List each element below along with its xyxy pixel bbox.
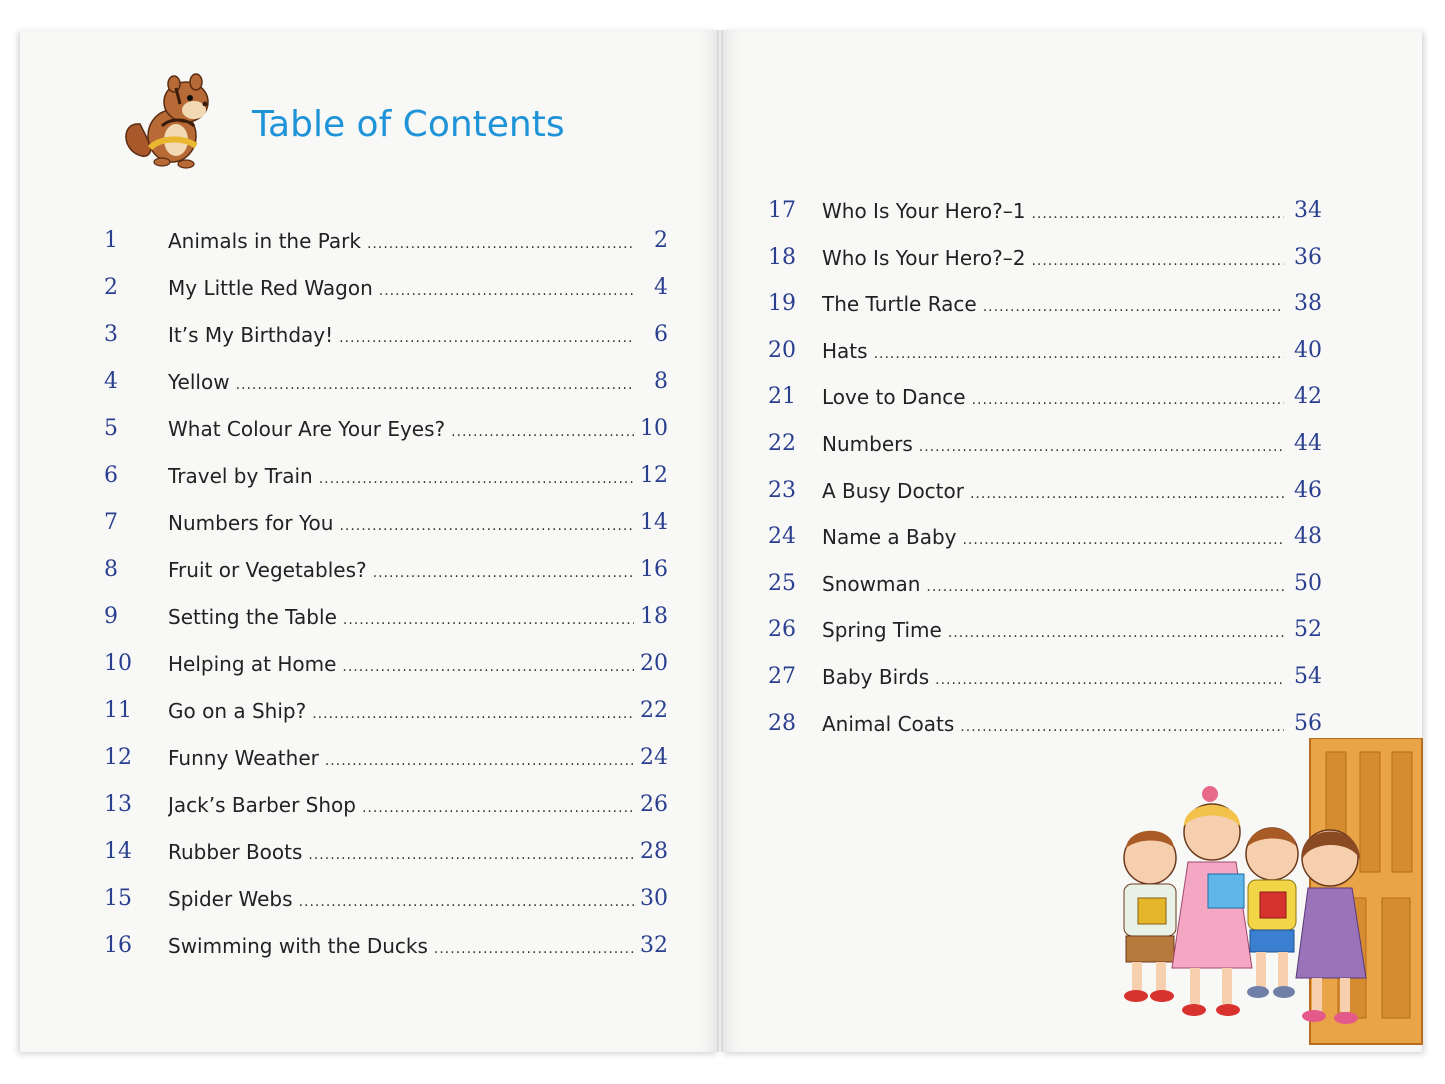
toc-entry-line xyxy=(168,226,634,259)
toc-entry-title: Rubber Boots xyxy=(168,840,303,864)
dot-leader xyxy=(367,229,634,259)
toc-entry-line xyxy=(168,743,634,776)
dot-leader xyxy=(312,699,634,729)
toc-entry-number: 19 xyxy=(768,291,796,317)
toc-entry xyxy=(104,743,668,773)
toc-entry-number: 23 xyxy=(768,477,796,503)
toc-entry xyxy=(768,429,1322,459)
dot-leader xyxy=(948,618,1284,648)
toc-entry-number: 17 xyxy=(768,198,796,223)
dot-leader xyxy=(1031,246,1284,276)
dot-leader xyxy=(299,887,634,917)
toc-entry xyxy=(104,414,668,444)
toc-entry xyxy=(104,508,668,538)
dot-leader xyxy=(325,746,634,776)
toc-entry-line xyxy=(168,931,634,964)
dot-leader xyxy=(972,385,1284,415)
toc-entry-title: Fruit or Vegetables? xyxy=(168,558,367,582)
dot-leader xyxy=(236,370,634,400)
toc-entry-title: Jack’s Barber Shop xyxy=(168,793,356,817)
toc-entry-title: Helping at Home xyxy=(168,652,337,676)
toc-entry-page: 38 xyxy=(1294,291,1322,317)
toc-entry-line xyxy=(168,320,634,353)
toc-entry xyxy=(104,837,668,867)
toc-entry-line xyxy=(168,461,634,494)
toc-entry-number: 16 xyxy=(104,933,132,958)
toc-entry xyxy=(768,662,1322,692)
toc-entry-title: Spider Webs xyxy=(168,887,293,911)
toc-entry xyxy=(104,320,668,350)
dot-leader xyxy=(919,432,1284,462)
toc-entry-number: 27 xyxy=(768,664,796,689)
toc-entry xyxy=(768,196,1322,226)
toc-entry-number: 2 xyxy=(104,275,118,300)
book-spine xyxy=(717,30,723,1052)
toc-entry-page: 46 xyxy=(1294,477,1322,503)
toc-entry-number: 14 xyxy=(104,839,132,864)
toc-entry-page: 14 xyxy=(640,510,668,535)
toc-entry-title: Spring Time xyxy=(822,618,942,643)
toc-entry-page: 2 xyxy=(654,228,668,253)
dot-leader xyxy=(451,417,634,447)
dot-leader xyxy=(1031,199,1284,229)
toc-entry-title: It’s My Birthday! xyxy=(168,323,334,347)
toc-entry-title: Love to Dance xyxy=(822,385,966,410)
toc-entry-number: 25 xyxy=(768,570,796,596)
toc-entry-number: 28 xyxy=(768,710,796,736)
toc-entry-page: 20 xyxy=(640,651,668,676)
toc-entry-page: 8 xyxy=(654,369,668,394)
toc-entry-number: 6 xyxy=(104,463,118,488)
dot-leader xyxy=(342,652,634,682)
toc-entry-line xyxy=(168,884,634,917)
toc-entry-page: 22 xyxy=(640,698,668,723)
toc-entry-line xyxy=(822,662,1284,695)
toc-entry xyxy=(768,569,1322,599)
toc-entry-title: Numbers for You xyxy=(168,511,334,535)
dot-leader xyxy=(339,511,634,541)
toc-entry-page: 6 xyxy=(654,322,668,347)
dot-leader xyxy=(319,464,634,494)
toc-entry-page: 40 xyxy=(1294,337,1322,363)
toc-entry-title: Who Is Your Hero?–2 xyxy=(822,245,1026,270)
dot-leader xyxy=(373,558,634,588)
toc-entry-number: 21 xyxy=(768,384,796,410)
toc-entry-number: 9 xyxy=(104,604,118,629)
toc-entry-line xyxy=(168,414,634,447)
toc-entry-number: 3 xyxy=(104,322,118,347)
toc-entry-page: 36 xyxy=(1294,244,1322,270)
dot-leader xyxy=(339,323,634,353)
toc-entry-number: 4 xyxy=(104,369,118,394)
toc-entry-line xyxy=(822,476,1284,509)
toc-entry xyxy=(768,382,1322,412)
toc-entry-number: 20 xyxy=(768,337,796,363)
dot-leader xyxy=(962,525,1284,555)
toc-entry-page: 52 xyxy=(1294,617,1322,643)
toc-entry-title: Who Is Your Hero?–1 xyxy=(822,199,1026,223)
toc-entry-title: Swimming with the Ducks xyxy=(168,934,428,958)
toc-entry xyxy=(104,649,668,679)
toc-entry-page: 54 xyxy=(1294,664,1322,689)
toc-entry xyxy=(768,709,1322,739)
toc-entry-number: 22 xyxy=(768,431,796,456)
toc-entry-title: Yellow xyxy=(168,370,230,394)
chipmunk-illustration xyxy=(110,52,220,170)
toc-entry-line xyxy=(822,243,1284,276)
toc-entry-line xyxy=(168,602,634,635)
toc-entry-title: A Busy Doctor xyxy=(822,478,964,503)
toc-entry-line xyxy=(168,367,634,400)
toc-entry-title: What Colour Are Your Eyes? xyxy=(168,417,446,441)
toc-entry xyxy=(104,367,668,397)
dot-leader xyxy=(343,605,634,635)
toc-entry-title: Hats xyxy=(822,338,868,363)
toc-entry-page: 28 xyxy=(640,839,668,864)
toc-entry xyxy=(768,476,1322,506)
toc-entry-title: Snowman xyxy=(822,571,921,596)
toc-entry xyxy=(104,555,668,585)
toc-entry-title: Go on a Ship? xyxy=(168,699,307,723)
toc-entry-line xyxy=(822,709,1284,742)
toc-entry-page: 10 xyxy=(640,416,668,441)
toc-entry-line xyxy=(822,429,1284,462)
toc-entry-page: 48 xyxy=(1294,524,1322,550)
toc-entry-page: 34 xyxy=(1294,198,1322,223)
toc-entry-number: 8 xyxy=(104,557,118,582)
toc-entry-page: 26 xyxy=(640,792,668,817)
toc-entry-number: 13 xyxy=(104,792,132,817)
toc-entry-line xyxy=(822,569,1284,602)
toc-entry xyxy=(104,884,668,914)
toc-entry-line xyxy=(822,522,1284,555)
toc-entry-line xyxy=(168,649,634,682)
toc-entry-page: 44 xyxy=(1294,431,1322,456)
toc-entry-number: 12 xyxy=(104,745,132,770)
toc-entry-line xyxy=(822,382,1284,415)
toc-entry xyxy=(104,602,668,632)
toc-entry-page: 24 xyxy=(640,745,668,770)
toc-entry-title: Animals in the Park xyxy=(168,229,361,253)
toc-entry-page: 16 xyxy=(640,557,668,582)
dot-leader xyxy=(434,934,634,964)
toc-entry-line xyxy=(822,289,1284,322)
toc-entry xyxy=(768,289,1322,319)
toc-entry-title: Name a Baby xyxy=(822,525,957,550)
toc-entry-title: Setting the Table xyxy=(168,605,337,629)
page-title: Table of Contents xyxy=(252,104,565,145)
toc-entry-line xyxy=(168,273,634,306)
toc-entry xyxy=(104,273,668,303)
toc-entry-line xyxy=(822,615,1284,648)
toc-entry-title: My Little Red Wagon xyxy=(168,276,373,300)
toc-entry-number: 26 xyxy=(768,617,796,643)
toc-entry xyxy=(768,336,1322,366)
toc-entry xyxy=(104,931,668,961)
toc-entry-title: Travel by Train xyxy=(168,464,313,488)
toc-entry xyxy=(104,790,668,820)
toc-entry xyxy=(768,615,1322,645)
toc-entry xyxy=(768,522,1322,552)
toc-entry-page: 30 xyxy=(640,886,668,911)
toc-entry-number: 11 xyxy=(104,698,132,723)
toc-entry-line xyxy=(168,555,634,588)
toc-entry-page: 12 xyxy=(640,463,668,488)
children-with-gifts-illustration xyxy=(1098,738,1430,1048)
dot-leader xyxy=(970,479,1284,509)
toc-entry-line xyxy=(168,837,634,870)
toc-entry-page: 18 xyxy=(640,604,668,629)
toc-entry-number: 24 xyxy=(768,524,796,550)
toc-entry-title: Baby Birds xyxy=(822,665,930,689)
dot-leader xyxy=(874,339,1284,369)
toc-entry-title: The Turtle Race xyxy=(822,292,977,317)
toc-entry-title: Animal Coats xyxy=(822,711,955,736)
toc-entry-title: Numbers xyxy=(822,432,913,456)
toc-entry-line xyxy=(168,508,634,541)
toc-entry-number: 1 xyxy=(104,228,118,253)
dot-leader xyxy=(308,840,634,870)
toc-entry xyxy=(104,461,668,491)
toc-entry-page: 50 xyxy=(1294,570,1322,596)
toc-entry-page: 42 xyxy=(1294,384,1322,410)
toc-entry xyxy=(768,243,1322,273)
toc-entry-line xyxy=(822,196,1284,229)
toc-entry-page: 4 xyxy=(654,275,668,300)
toc-entry-title: Funny Weather xyxy=(168,746,319,770)
toc-entry-number: 10 xyxy=(104,651,132,676)
toc-entry xyxy=(104,226,668,256)
dot-leader xyxy=(379,276,634,306)
dot-leader xyxy=(935,665,1284,695)
toc-entry-line xyxy=(822,336,1284,369)
toc-entry xyxy=(104,696,668,726)
toc-entry-number: 15 xyxy=(104,886,132,911)
toc-entry-line xyxy=(168,790,634,823)
dot-leader xyxy=(362,793,634,823)
toc-entry-page: 32 xyxy=(640,933,668,958)
toc-entry-number: 5 xyxy=(104,416,118,441)
dot-leader xyxy=(983,292,1284,322)
dot-leader xyxy=(926,572,1284,602)
toc-entry-number: 7 xyxy=(104,510,118,535)
toc-entry-line xyxy=(168,696,634,729)
toc-entry-number: 18 xyxy=(768,244,796,270)
toc-entry-page: 56 xyxy=(1294,710,1322,736)
